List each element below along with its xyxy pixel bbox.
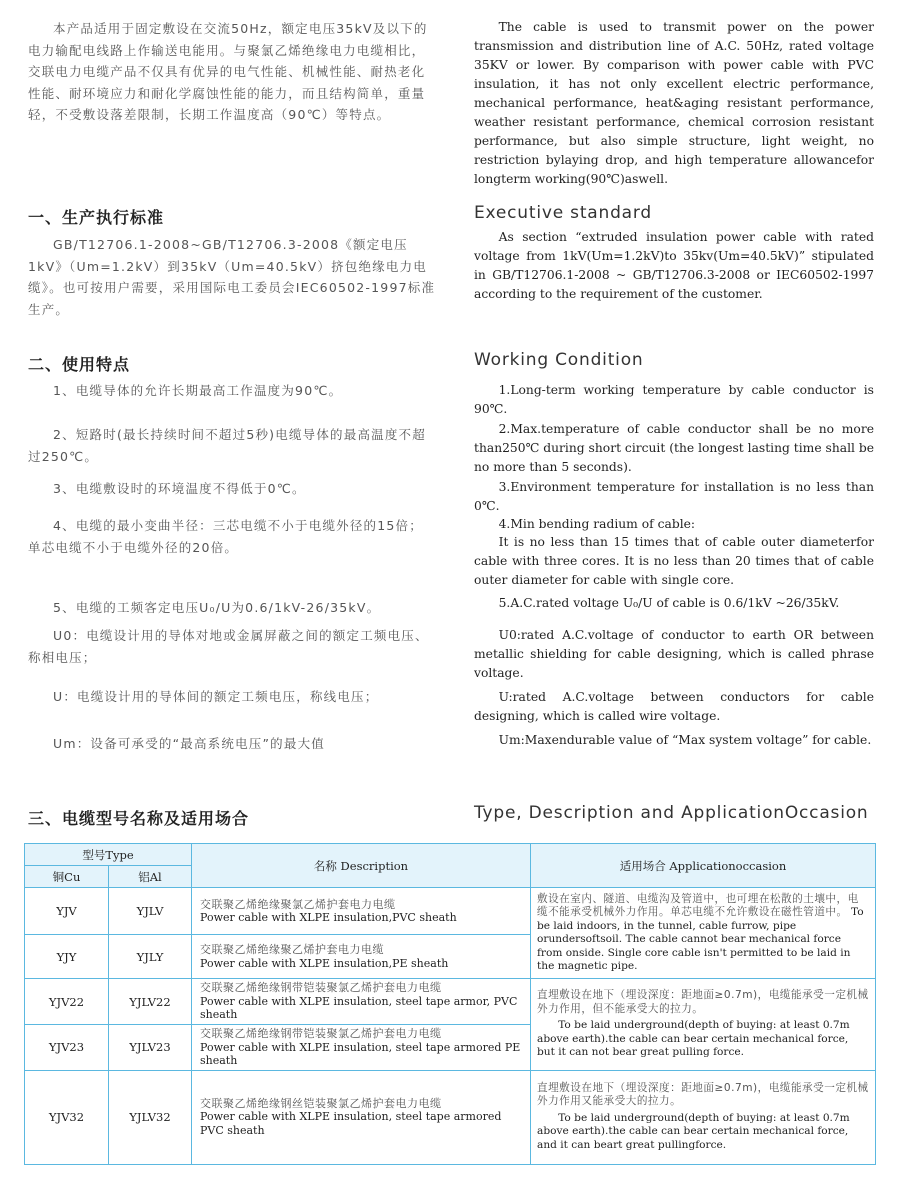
intro-cn: 本产品适用于固定敷设在交流50Hz，额定电压35kV及以下的电力输配电线路上作输送电能用。与聚氯乙烯绝缘电力电缆相比，交联电力电缆产品不仅具有优异的电气性能、机械性能、耐热老化性能、耐环境应力和耐化学腐蚀性能的能力，而且结构简单，重量轻，不受敷设落差限制，长期工作温度高（90℃）等特点。 (28, 21, 428, 122)
usage-cn-1: 1、电缆导体的允许长期最高工作温度为90℃。 (53, 383, 343, 398)
application-en: To be laid underground(depth of buying: at least 0.7m above earth).the cable can bear certain mechanical force, but it can not bear great pulling force. (537, 1019, 850, 1058)
description-en: Power cable with XLPE insulation,PVC sheath (200, 911, 457, 924)
application-underground (531, 979, 876, 1071)
type-cu: YJV23 (25, 1025, 109, 1071)
type-al: YJLV23 (109, 1025, 192, 1071)
english-column (474, 18, 874, 189)
description-en: Power cable with XLPE insulation, steel tape armor, PVC sheath (200, 994, 518, 1022)
description-en: Power cable with XLPE insulation,PE sheath (200, 956, 449, 970)
application-underground-tension (531, 1070, 876, 1164)
usage-en-3: 3.Environment temperature for installation is no less than 0℃. (474, 480, 874, 513)
type-cu: YJY (25, 935, 109, 979)
table-row (25, 979, 876, 1025)
type-cu: YJV32 (25, 1070, 109, 1164)
description-cn: 交联聚乙烯绝缘钢丝铠装聚氯乙烯护套电力电缆 (200, 1096, 442, 1110)
standard-body-cn: GB/T12706.1-2008~GB/T12706.3-2008《额定电压1kV》（Um=1.2kV）到35kV（Um=40.5kV）挤包绝缘电力电缆》。也可按用户需要，采用国际电工委员会IEC60502-1997标准生产。 (28, 237, 436, 317)
description-en: Power cable with XLPE insulation, steel tape armored PE sheath (200, 1040, 521, 1067)
type-description (192, 1070, 531, 1164)
usage-en-4: 4.Min bending radium of cable: (498, 517, 696, 531)
standard-body-en: As section “extruded insulation power cable with rated voltage from 1kV(Um=1.2kV)to 35kv(Um=40.5kV)” stipulated in GB/T12706.1-2008 ~ GB/T12706.3-2008 or IEC60502-1997 according to the requirement of the customer. (474, 230, 874, 301)
usage-cn-u: U：电缆设计用的导体间的额定工频电压，称线电压； (53, 689, 379, 704)
usage-cn-u0: U0：电缆设计用的导体对地或金属屏蔽之间的额定工频电压、称相电压； (28, 628, 429, 665)
type-cu: YJV (25, 888, 109, 935)
table-row (25, 1070, 876, 1164)
usage-cn-2: 2、短路时(最长持续时间不超过5秒)电缆导体的最高温度不超过250℃。 (28, 427, 426, 464)
cu-header: 铜Cu (25, 866, 109, 888)
type-description (192, 935, 531, 979)
application-indoor (531, 888, 876, 979)
type-description (192, 888, 531, 935)
application-en: To be laid underground(depth of buying: at least 0.7m above earth).the cable can bear certain mechanical force, and it can beart great pullingforce. (537, 1111, 850, 1151)
type-al: YJLY (109, 935, 192, 979)
usage-cn-3: 3、电缆敷设时的环境温度不得低于0℃。 (53, 481, 306, 496)
type-al: YJLV22 (109, 979, 192, 1025)
type-cu: YJV22 (25, 979, 109, 1025)
usage-cn-um: Um：设备可承受的“最高系统电压”的最大值 (53, 736, 325, 751)
application-cn: 敷设在室内、隧道、电缆沟及管道中，也可埋在松散的土壤中，电缆不能承受机械外力作用。单芯电缆不允许敷设在磁性管道中。 (537, 892, 859, 918)
standard-heading-en: Executive standard (474, 203, 652, 223)
description-cn: 交联聚乙烯绝缘聚乙烯护套电力电缆 (200, 943, 384, 956)
cable-type-table (24, 843, 876, 1165)
types-heading-en: Type, Description and ApplicationOccasion (474, 803, 869, 823)
type-al: YJLV32 (109, 1070, 192, 1164)
usage-cn-4: 4、电缆的最小变曲半径：三芯电缆不小于电缆外径的15倍；单芯电缆不小于电缆外径的20倍。 (28, 518, 423, 555)
usage-en-2: 2.Max.temperature of cable conductor shall be no more than250℃ during short circuit (the longest lasting time shall be no more than 5 seconds). (474, 422, 874, 474)
description-cn: 交联聚乙烯绝缘钢带铠装聚氯乙烯护套电力电缆 (200, 1027, 442, 1040)
description-en: Power cable with XLPE insulation, steel tape armored PVC sheath (200, 1110, 502, 1137)
usage-en-4-detail: It is no less than 15 times that of cable outer diameterfor cable with three cores. It is no less than 20 times that of cable outer diameter for cable with single core. (474, 535, 874, 587)
type-description (192, 979, 531, 1025)
application-cn: 直埋敷设在地下（埋设深度：距地面≥0.7m)，电缆能承受一定机械外力作用，但不能承受大的拉力。 (537, 989, 869, 1015)
description-header: 名称 Description (192, 844, 531, 888)
application-en: To be laid indoors, in the tunnel, cable furrow, pipe orundersoftsoil. The cable cannot bear mechanical force from onside. Single core cable isn't permitted to be laid in the magnetic pipe. (537, 906, 864, 972)
standard-heading-cn: 一、生产执行标准 (28, 208, 165, 227)
usage-en-u0: U0:rated A.C.voltage of conductor to earth OR between metallic shielding for cable designing, which is called phrase voltage. (474, 628, 874, 680)
usage-cn-5: 5、电缆的工频客定电压U₀/U为0.6/1kV-26/35kV。 (53, 600, 381, 615)
usage-heading-cn: 二、使用特点 (28, 355, 131, 374)
table-header-row (25, 844, 876, 866)
usage-en-5: 5.A.C.rated voltage U₀/U of cable is 0.6/1kV ~26/35kV. (498, 596, 840, 610)
application-header: 适用场合 Applicationoccasion (531, 844, 876, 888)
al-header: 铝Al (109, 866, 192, 888)
usage-en-1: 1.Long-term working temperature by cable conductor is 90℃. (474, 383, 874, 416)
description-cn: 交联聚乙烯绝缘聚氯乙烯护套电力电缆 (200, 897, 396, 911)
table-row (25, 888, 876, 935)
intro-en: The cable is used to transmit power on the power transmission and distribution line of A.C. 50Hz, rated voltage 35KV or lower. By comparison with power cable with PVC insulation, it has not only excellent electric performance, mechanical performance, heat&aging resistant performance, weather resistant performance, chemical corrosion resistant performance, but also simple structure, light weight, no restriction bylaying drop, and high temperature allowancefor longterm working(90℃)aswell. (474, 20, 874, 186)
types-heading-cn: 三、电缆型号名称及适用场合 (28, 809, 250, 828)
description-cn: 交联聚乙烯绝缘钢带铠装聚氯乙烯护套电力电缆 (200, 981, 442, 995)
usage-en-um: Um:Maxendurable value of “Max system voltage” for cable. (498, 733, 872, 747)
usage-heading-en: Working Condition (474, 350, 644, 370)
type-description (192, 1025, 531, 1071)
chinese-column (28, 18, 436, 126)
type-al: YJLV (109, 888, 192, 935)
usage-en-u: U:rated A.C.voltage between conductors for cable designing, which is called wire voltage. (474, 690, 874, 723)
application-cn: 直埋敷设在地下（埋设深度：距地面≥0.7m)，电缆能承受一定机械外力作用又能承受大的拉力。 (537, 1081, 869, 1108)
type-header: 型号Type (25, 844, 192, 866)
